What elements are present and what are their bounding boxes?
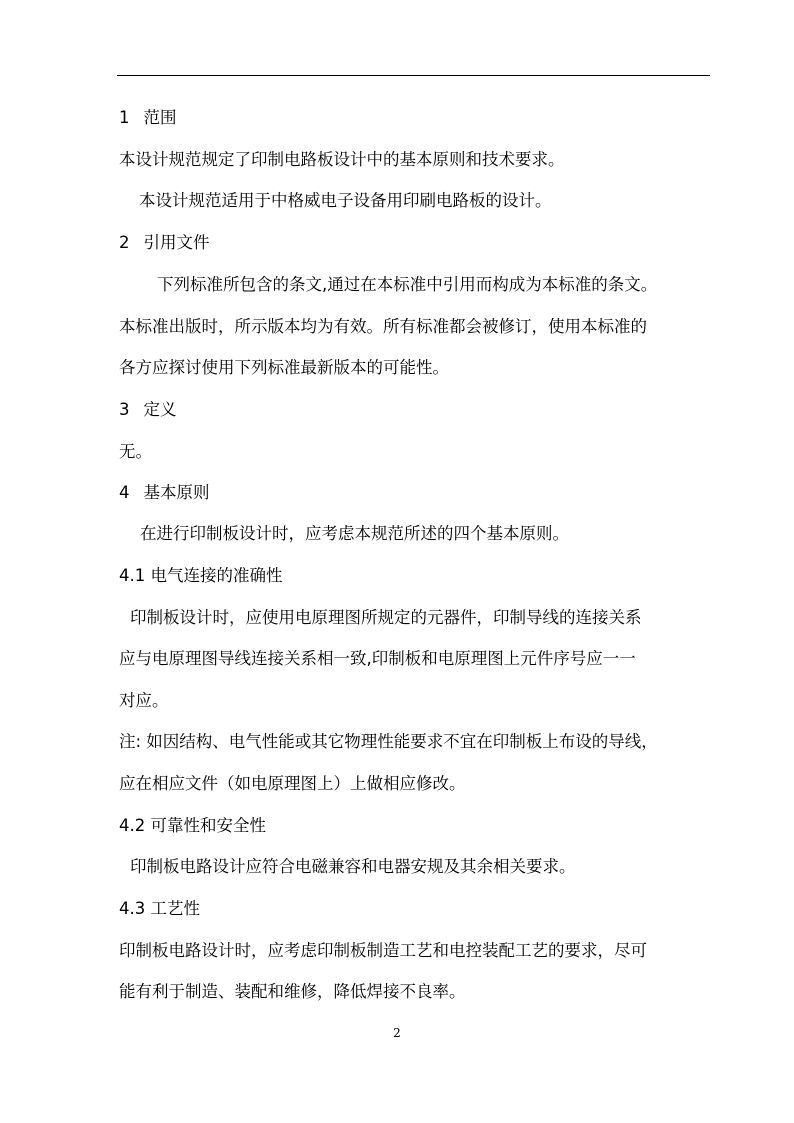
paragraph-line: 印制板电路设计应符合电磁兼容和电器安规及其余相关要求。 [130, 857, 576, 876]
paragraph-line: 本标准出版时，所示版本均为有效。所有标准都会被修订，使用本标准的 [119, 317, 647, 336]
paragraph-line: 本设计规范适用于中格威电子设备用印刷电路板的设计。 [139, 191, 552, 210]
subsection-heading: 4.3 工艺性 [119, 899, 200, 918]
paragraph-line: 下列标准所包含的条文,通过在本标准中引用而构成为本标准的条文。 [157, 275, 658, 294]
section-title: 范围 [143, 108, 177, 127]
header-rule [117, 75, 710, 76]
section-title: 定义 [143, 400, 177, 419]
section-number: 1 [119, 108, 130, 127]
section-number: 3 [119, 400, 130, 419]
paragraph-line: 本设计规范规定了印制电路板设计中的基本原则和技术要求。 [119, 150, 565, 169]
section-number: 4 [119, 483, 130, 502]
paragraph-line: 各方应探讨使用下列标准最新版本的可能性。 [119, 358, 449, 377]
paragraph-line: 在进行印制板设计时，应考虑本规范所述的四个基本原则。 [140, 524, 569, 543]
subsection-heading: 4.2 可靠性和安全性 [119, 816, 266, 835]
section-heading-1 [119, 108, 719, 128]
section-title: 基本原则 [143, 483, 210, 502]
paragraph-line: 应与电原理图导线连接关系相一致,印制板和电原理图上元件序号应一一 [119, 649, 636, 668]
note-line: 应在相应文件（如电原理图上）上做相应修改。 [119, 774, 466, 793]
note-line: 注: 如因结构、电气性能或其它物理性能要求不宜在印制板上布设的导线， [119, 732, 658, 751]
section-title: 引用文件 [143, 233, 210, 252]
section-heading-2 [119, 233, 719, 253]
paragraph-line: 能有利于制造、装配和维修，降低焊接不良率。 [119, 982, 466, 1001]
paragraph-line: 无。 [119, 442, 152, 461]
section-number: 2 [119, 233, 130, 252]
section-heading-3 [119, 400, 719, 420]
paragraph-line: 印制板电路设计时，应考虑印制板制造工艺和电控装配工艺的要求，尽可 [119, 941, 647, 960]
paragraph-line: 对应。 [119, 691, 169, 710]
subsection-heading: 4.1 电气连接的准确性 [119, 566, 283, 585]
section-heading-4 [119, 483, 719, 503]
page-number: 2 [393, 1026, 401, 1040]
paragraph-line: 印制板设计时，应使用电原理图所规定的元器件，印制导线的连接关系 [130, 608, 642, 627]
